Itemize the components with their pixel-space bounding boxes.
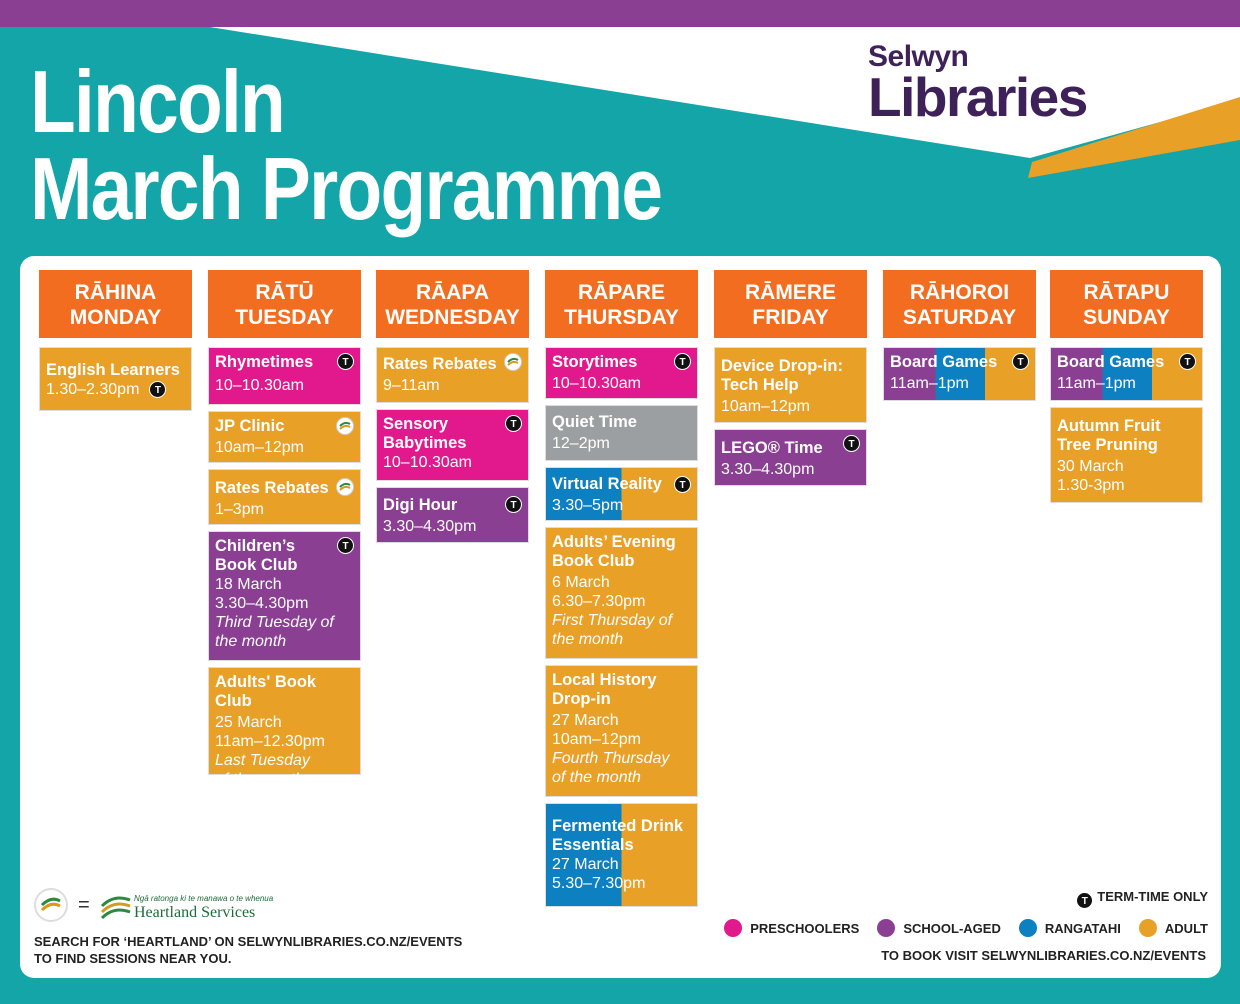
day-maori: RĀPARE (577, 281, 666, 304)
event-card (376, 347, 529, 403)
event-time: 10–10.30am (552, 375, 641, 392)
event-time: 11am–1pm (890, 375, 969, 392)
page-title-line2: March Programme (30, 139, 662, 238)
event-card (208, 469, 361, 525)
day-maori: RĀTŪ (255, 281, 314, 304)
column-thursday (545, 270, 698, 913)
day-english: MONDAY (69, 306, 162, 329)
day-header-tuesday (208, 270, 361, 338)
search-line2: TO FIND SESSIONS NEAR YOU. (34, 951, 232, 966)
event-title: Virtual Reality (552, 475, 662, 493)
school-aged-dot-icon (877, 919, 895, 937)
term-time-icon: T (149, 381, 166, 398)
adult-dot-icon (1139, 919, 1157, 937)
event-title: Adults’ Evening Book Club (552, 533, 676, 570)
logo-line2: Libraries (868, 66, 1087, 128)
event-time: 3.30–4.30pm (215, 595, 309, 612)
day-maori: RĀMERE (744, 281, 836, 304)
day-header-sunday (1050, 270, 1203, 338)
event-title: Adults' Book Club (215, 673, 317, 710)
event-time: 11am–1pm (1057, 375, 1136, 392)
event-note: Third Tuesday of the month (215, 614, 334, 650)
column-wednesday (376, 270, 529, 549)
event-title: English Learners (46, 361, 180, 379)
event-title: Children’s Book Club (215, 537, 298, 574)
event-card (376, 487, 529, 543)
event-title: Rates Rebates (383, 355, 497, 373)
page-title-line1: Lincoln (30, 52, 285, 151)
event-title: Storytimes (552, 353, 638, 371)
day-header-wednesday (376, 270, 529, 338)
event-date: 27 March (552, 712, 619, 729)
event-date: 27 March (552, 856, 619, 873)
event-time: 1.30–2.30pm T (46, 380, 185, 399)
equals-sign: = (78, 894, 90, 916)
heartland-leaf-icon (100, 892, 132, 922)
booking-text: TO BOOK VISIT SELWYNLIBRARIES.CO.NZ/EVENTS (881, 948, 1206, 963)
logo-line1: Selwyn (868, 40, 969, 73)
preschoolers-dot-icon (724, 919, 742, 937)
day-english: THURSDAY (564, 306, 679, 329)
event-card (39, 347, 192, 411)
event-date: 6 March (552, 574, 610, 591)
event-title: Board Games (1057, 353, 1165, 371)
column-tuesday (208, 270, 361, 788)
event-title: Quiet Time (552, 413, 637, 431)
event-time: 10am–12pm (215, 439, 304, 456)
event-time: 1–3pm (215, 501, 264, 518)
term-time-icon: T (1179, 353, 1196, 370)
event-title: Board Games (890, 353, 998, 371)
day-maori: RĀAPA (415, 281, 490, 304)
event-date: 18 March (215, 576, 282, 593)
day-english: FRIDAY (752, 306, 829, 329)
event-card (208, 347, 361, 405)
event-card (545, 665, 698, 797)
event-time: 11am–12.30pm (215, 733, 325, 750)
event-title: Digi Hour (383, 496, 458, 514)
event-title: Fermented Drink Essentials (552, 817, 684, 854)
event-title: Local History Drop-in (552, 671, 657, 708)
event-card (714, 347, 867, 423)
term-time-icon: T (1076, 892, 1093, 909)
event-card (1050, 347, 1203, 401)
event-title: Rates Rebates (215, 479, 329, 497)
event-title: Autumn Fruit Tree Pruning (1057, 417, 1161, 454)
term-time-icon: T (337, 537, 354, 554)
event-time: 10–10.30am (215, 377, 304, 394)
rangatahi-dot-icon (1019, 919, 1037, 937)
term-time-icon: T (505, 415, 522, 432)
event-title: Sensory Babytimes (383, 415, 467, 452)
column-saturday (883, 270, 1036, 407)
day-maori: RĀTAPU (1083, 281, 1170, 304)
event-time: 3.30–5pm (552, 497, 624, 514)
term-time-icon: T (505, 496, 522, 513)
term-time-icon: T (674, 353, 691, 370)
event-card (883, 347, 1036, 401)
event-card (376, 409, 529, 481)
event-date: 30 March (1057, 458, 1124, 475)
event-note: Last Tuesday of the month (215, 752, 310, 788)
day-header-saturday (883, 270, 1036, 338)
event-card (208, 531, 361, 661)
day-header-monday (39, 270, 192, 338)
heartland-icon (336, 417, 354, 435)
heartland-name: Heartland Services (134, 904, 256, 921)
event-card (545, 347, 698, 399)
term-time-icon: T (1012, 353, 1029, 370)
event-date: 25 March (215, 714, 282, 731)
heartland-tagline: Ngā ratonga ki te manawa o te whenua (134, 894, 274, 903)
day-english: SATURDAY (902, 306, 1017, 329)
legend-preschoolers: PRESCHOOLERS (724, 919, 859, 937)
heartland-icon (336, 478, 354, 496)
event-note: Fourth Thursday of the month (552, 750, 670, 786)
search-line1: SEARCH FOR ‘HEARTLAND’ ON SELWYNLIBRARIES.CO.NZ/EVENTS (34, 934, 463, 949)
term-time-icon: T (337, 353, 354, 370)
legend-rangatahi: RANGATAHI (1019, 919, 1121, 937)
event-card (714, 429, 867, 486)
event-card (545, 527, 698, 659)
legend-school-aged: SCHOOL-AGED (877, 919, 1001, 937)
event-time: 12–2pm (552, 435, 610, 452)
term-time-key (1076, 889, 1208, 909)
day-header-friday (714, 270, 867, 338)
event-card (545, 803, 698, 907)
event-card (208, 667, 361, 788)
day-english: SUNDAY (1083, 306, 1170, 329)
event-card (1050, 407, 1203, 503)
event-time: 10–10.30am (383, 454, 472, 471)
event-time: 6.30–7.30pm (552, 593, 646, 610)
event-time: 9–11am (383, 377, 440, 394)
heartland-icon (504, 353, 522, 371)
event-card (545, 405, 698, 461)
event-title: JP Clinic (215, 417, 285, 435)
day-english: TUESDAY (235, 306, 334, 329)
event-title: Device Drop-in: Tech Help (721, 357, 843, 394)
day-header-thursday (545, 270, 698, 338)
heartland-search-text (34, 933, 462, 967)
event-time: 10am–12pm (721, 398, 810, 415)
event-note: First Thursday of the month (552, 612, 673, 648)
column-sunday (1050, 270, 1203, 509)
column-monday (39, 270, 192, 417)
heartland-services-logo (100, 892, 340, 922)
term-time-icon: T (843, 435, 860, 452)
event-time: 10am–12pm (552, 731, 641, 748)
audience-legend (724, 919, 1208, 937)
event-card (545, 467, 698, 521)
term-time-label: TERM-TIME ONLY (1097, 889, 1208, 904)
day-maori: RĀHINA (74, 281, 157, 304)
event-time: 3.30–4.30pm (383, 518, 477, 535)
event-card (208, 411, 361, 463)
selwyn-libraries-logo (868, 40, 1087, 128)
event-time: 5.30–7.30pm (552, 875, 646, 892)
day-maori: RĀHOROI (909, 281, 1010, 304)
column-friday (714, 270, 867, 492)
event-time: 3.30–4.30pm (721, 461, 815, 478)
event-title: Rhymetimes (215, 353, 314, 371)
event-time: 1.30-3pm (1057, 477, 1125, 494)
day-english: WEDNESDAY (385, 306, 520, 329)
heartland-icon (34, 888, 68, 922)
event-title: LEGO® Time (721, 439, 823, 457)
legend-adult: ADULT (1139, 919, 1208, 937)
term-time-icon: T (674, 476, 691, 493)
